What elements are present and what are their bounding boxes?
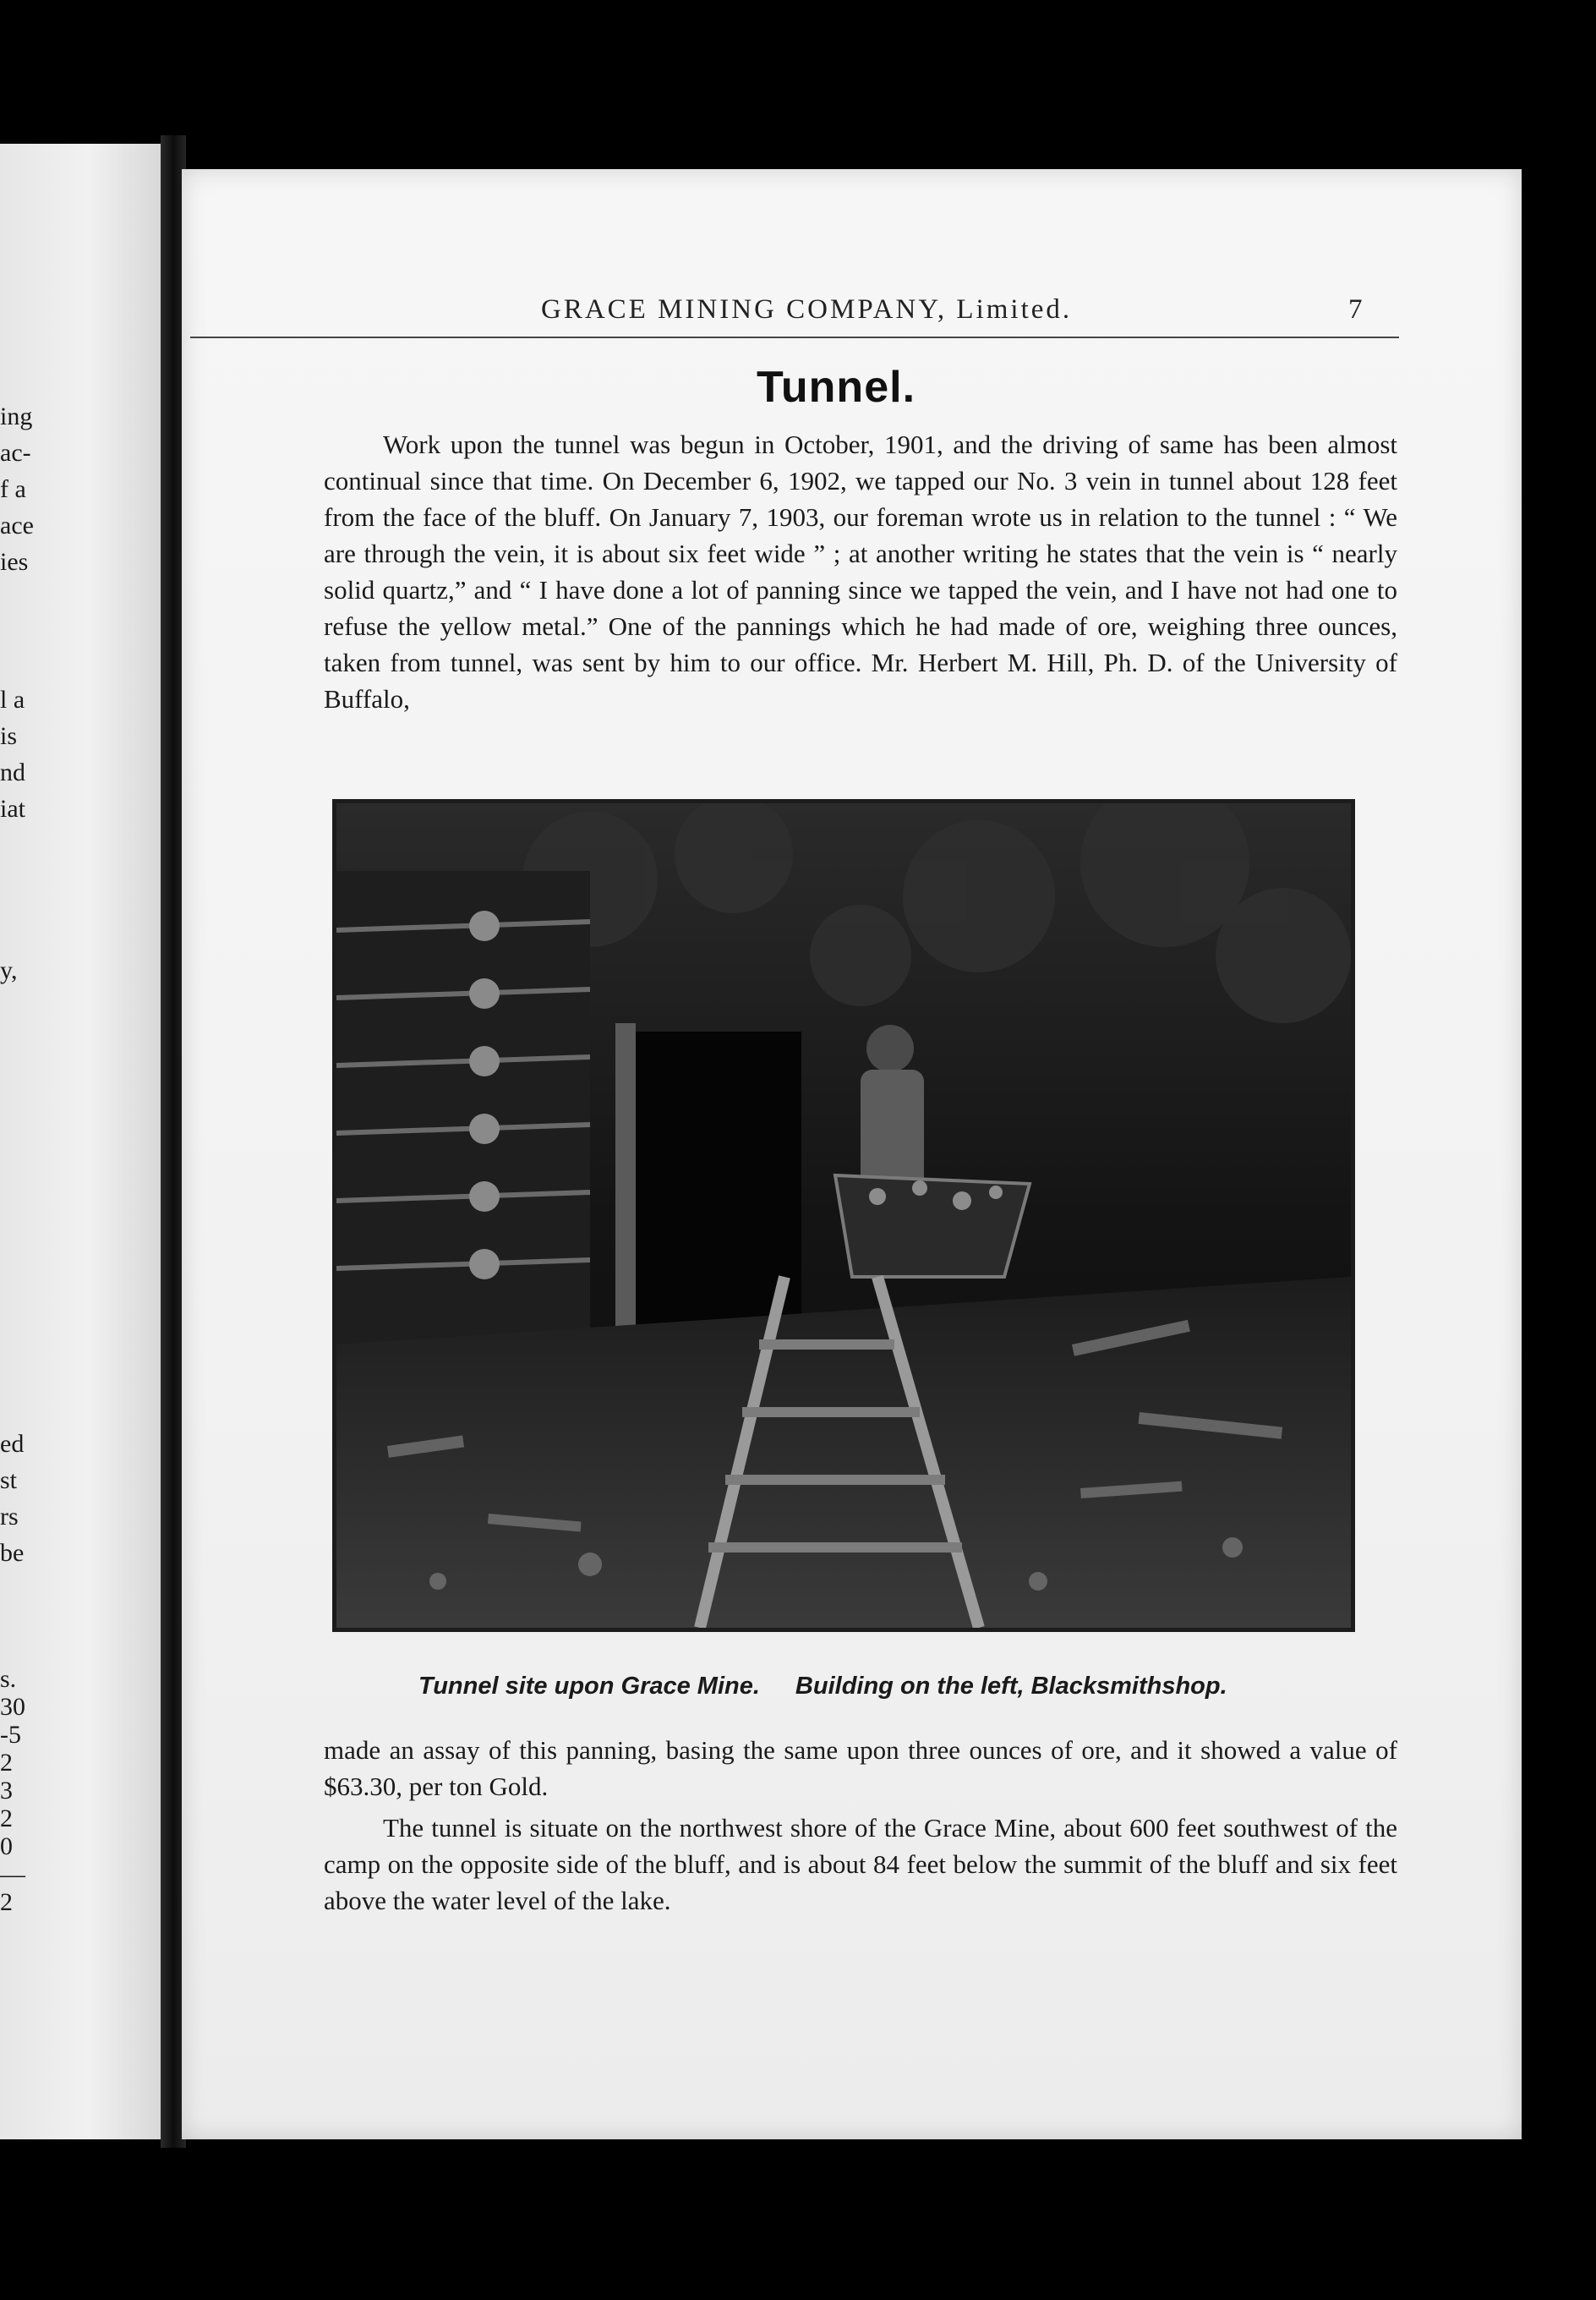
left-page-fragment: y,	[0, 956, 18, 984]
left-page-fragment: nd	[0, 758, 25, 786]
left-page-fragment: ed	[0, 1430, 25, 1458]
tunnel-photograph	[332, 799, 1355, 1632]
left-page-fragment: ac-	[0, 439, 31, 467]
left-facing-page	[0, 144, 161, 2139]
left-page-fragment: —	[0, 1860, 25, 1888]
left-page-fragment: -5	[0, 1721, 21, 1749]
section-title: Tunnel.	[757, 363, 916, 412]
left-page-fragment: 2	[0, 1749, 13, 1777]
caption-part-1: Tunnel site upon Grace Mine.	[418, 1673, 760, 1700]
paragraph-continued: made an assay of this panning, basing the same upon three ounces of ore, and it showed a value of $63.30, per ton Gold.	[324, 1735, 1397, 1801]
left-page-fragment: rs	[0, 1503, 19, 1531]
left-page-fragment: f a	[0, 475, 26, 503]
left-page-fragment: be	[0, 1539, 25, 1567]
running-title: GRACE MINING COMPANY, Limited.	[541, 294, 1073, 325]
left-page-fragment: ies	[0, 548, 29, 576]
log-building	[336, 871, 590, 1344]
left-page-fragment: st	[0, 1466, 18, 1494]
ore-car	[835, 1175, 1030, 1277]
caption-part-2: Building on the left, Blacksmithshop.	[795, 1673, 1227, 1700]
left-page-fragment: ace	[0, 512, 34, 539]
left-page-fragment: 0	[0, 1832, 13, 1860]
book-page	[182, 169, 1522, 2139]
paragraph-first: Work upon the tunnel was begun in October, 1901, and the driving of same has been almost continual since that time. On December 6, 1902, we tapped our No. 3 vein in tunnel about 128 feet from the face of the bluff. On January 7, 1903, our foreman wrote us in relation to the tunnel : “ We are through the vein, it is about six feet wide ” ; at another writing he states that the vein is “ nearly solid quartz,” and “ I have done a lot of panning since we tapped the vein, and I have not had one to refuse the yellow metal.” One of the pannings which he had made of ore, weighing three ounces, taken from tunnel, was sent by him to our office. Mr. Herbert M. Hill, Ph. D. of the University of Buffalo,	[324, 430, 1397, 714]
left-page-fragment: iat	[0, 795, 25, 823]
left-page-fragment: 30	[0, 1693, 25, 1721]
photo-image	[336, 803, 1351, 1628]
left-page-fragment: s.	[0, 1665, 17, 1693]
left-page-fragment: is	[0, 722, 18, 750]
left-page-fragment: ing	[0, 402, 33, 430]
running-head	[182, 294, 1396, 328]
left-page-fragment: 3	[0, 1777, 13, 1804]
left-page-fragment: l a	[0, 686, 25, 714]
header-rule	[190, 337, 1399, 338]
figure-caption	[418, 1673, 1227, 1700]
left-page-fragment: 2	[0, 1804, 13, 1832]
page-number: 7	[1348, 294, 1363, 325]
left-page-fragment: 2	[0, 1888, 13, 1916]
paragraph-second: The tunnel is situate on the northwest shore of the Grace Mine, about 600 feet southwest of the camp on the opposite side of the bluff, and is about 84 feet below the summit of the bluff and six feet above the water level of the lake.	[324, 1813, 1397, 1915]
